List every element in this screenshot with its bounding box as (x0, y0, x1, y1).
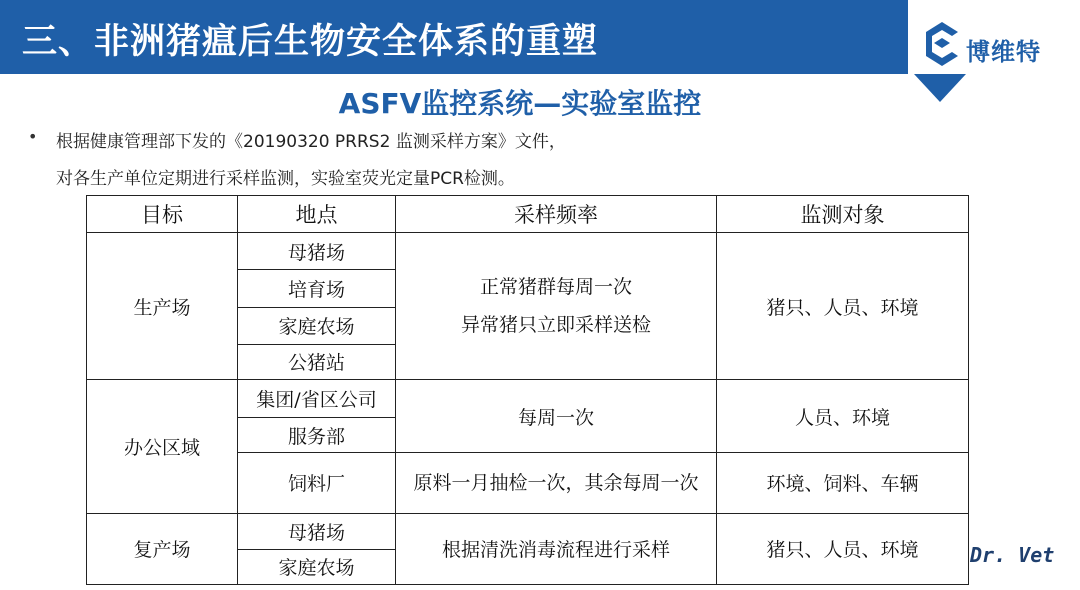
header-object: 监测对象 (717, 196, 969, 233)
object-reproduction: 猪只、人员、环境 (717, 513, 969, 584)
site-cell: 培育场 (238, 270, 396, 307)
site-cell: 家庭农场 (238, 549, 396, 584)
site-cell: 母猪场 (238, 233, 396, 270)
signature-text: Dr. Vet (970, 543, 1055, 567)
target-production: 生产场 (87, 233, 238, 380)
header-target: 目标 (87, 196, 238, 233)
logo-text: 博维特 (966, 38, 1041, 66)
frequency-feed-mill: 原料一月抽检一次，其余每周一次 (396, 453, 717, 513)
frequency-reproduction: 根据清洗消毒流程进行采样 (396, 513, 717, 584)
site-cell: 集团/省区公司 (238, 379, 396, 417)
frequency-line: 异常猪只立即采样送检 (460, 314, 651, 337)
page-title: 三、非洲猪瘟后生物安全体系的重塑 (22, 22, 599, 62)
site-cell: 饲料厂 (238, 453, 396, 513)
bullet-mark: • (28, 127, 38, 146)
object-feed-mill: 环境、饲料、车辆 (717, 453, 969, 513)
logo-shield-icon (922, 20, 962, 70)
table-header-row (87, 196, 969, 233)
target-office: 办公区域 (87, 379, 238, 513)
header-site: 地点 (238, 196, 396, 233)
frequency-office: 每周一次 (396, 379, 717, 452)
frequency-line: 正常猪群每周一次 (479, 276, 632, 299)
object-office: 人员、环境 (717, 379, 969, 452)
table-row (87, 513, 969, 549)
header-frequency: 采样频率 (396, 196, 717, 233)
section-subtitle: ASFV监控系统—实验室监控 (338, 87, 702, 120)
intro-line-2: 对各生产单位定期进行采样监测，实验室荧光定量PCR检测。 (56, 169, 515, 189)
table-row (87, 379, 969, 417)
monitoring-table (86, 195, 969, 585)
object-production: 猪只、人员、环境 (717, 233, 969, 380)
site-cell: 家庭农场 (238, 307, 396, 344)
target-reproduction: 复产场 (87, 513, 238, 584)
intro-line-1: 根据健康管理部下发的《20190320 PRRS2 监测采样方案》文件， (56, 132, 566, 152)
frequency-production (396, 233, 717, 380)
site-cell: 公猪站 (238, 344, 396, 379)
site-cell: 服务部 (238, 418, 396, 453)
site-cell: 母猪场 (238, 513, 396, 549)
table-row (87, 233, 969, 270)
